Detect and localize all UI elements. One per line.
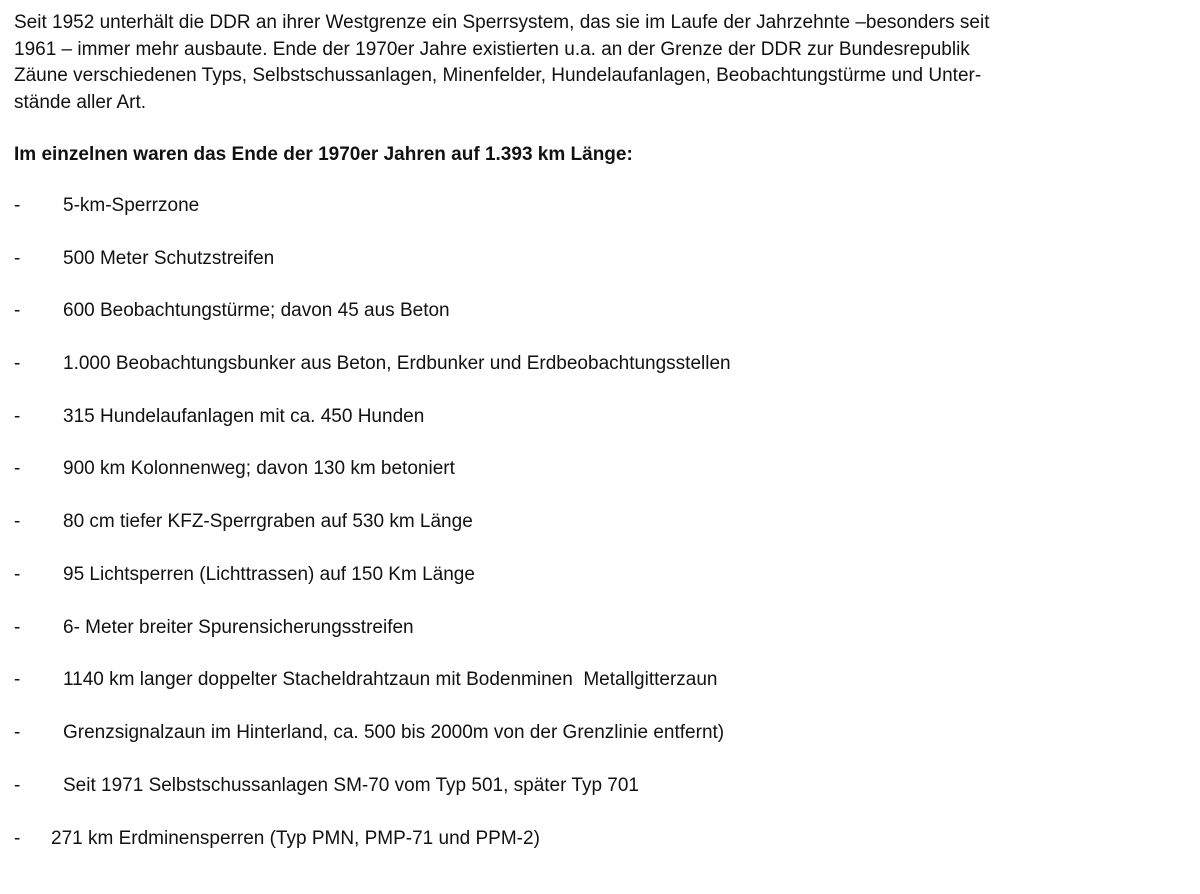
list-bullet: - <box>14 564 21 585</box>
list-bullet: - <box>14 722 21 743</box>
list-item <box>0 615 1200 641</box>
list-item <box>0 562 1200 588</box>
list-item-text: 6- Meter breiter Spurensicherungsstreifen <box>63 617 414 638</box>
list-bullet: - <box>14 353 21 374</box>
list-bullet: - <box>14 300 21 321</box>
list-item <box>0 351 1200 377</box>
list-item-text: 1140 km langer doppelter Stacheldrahtzaun mit Bodenminen Metallgitterzaun <box>63 669 718 690</box>
list-item <box>0 509 1200 535</box>
section-heading: Im einzelnen waren das Ende der 1970er Jahren auf 1.393 km Länge: <box>14 144 633 165</box>
list-item-text: 900 km Kolonnenweg; davon 130 km betoniert <box>63 458 455 479</box>
list-bullet: - <box>14 617 21 638</box>
list-item <box>0 298 1200 324</box>
list-item <box>0 193 1200 219</box>
list-item-text: 95 Lichtsperren (Lichttrassen) auf 150 Km Länge <box>63 564 475 585</box>
list-item-text: Seit 1971 Selbstschussanlagen SM-70 vom Typ 501, später Typ 701 <box>63 775 639 796</box>
list-bullet: - <box>14 195 21 216</box>
list-item-text: 600 Beobachtungstürme; davon 45 aus Beton <box>63 300 450 321</box>
list-bullet: - <box>14 775 21 796</box>
list-bullet: - <box>14 828 21 849</box>
list-item-text: Grenzsignalzaun im Hinterland, ca. 500 bis 2000m von der Grenzlinie entfernt) <box>63 722 725 743</box>
list-item-text: 500 Meter Schutzstreifen <box>63 248 275 269</box>
list-item <box>0 720 1200 746</box>
list-item <box>0 246 1200 272</box>
list-item <box>0 456 1200 482</box>
list-item <box>0 667 1200 693</box>
intro-paragraph: Seit 1952 unterhält die DDR an ihrer Westgrenze ein Sperrsystem, das sie im Laufe der Jahrzehnte –besonders seit 1961 – immer mehr ausbaute. Ende der 1970er Jahre existierten u.a. an der Grenze der DDR zur Bundesrepublik Zäune verschiedenen Typs, Selbstschussanlagen, Minenfelder, Hundelaufanlagen, Beobachtungstürme und Unter- stände aller Art. <box>14 12 990 113</box>
list-item <box>0 404 1200 430</box>
list-item-text: 5-km-Sperrzone <box>63 195 200 216</box>
list-bullet: - <box>14 406 21 427</box>
list-item <box>0 826 1200 852</box>
list-item-text: 315 Hundelaufanlagen mit ca. 450 Hunden <box>63 406 425 427</box>
list-bullet: - <box>14 248 21 269</box>
list-bullet: - <box>14 511 21 532</box>
list-bullet: - <box>14 669 21 690</box>
list-bullet: - <box>14 458 21 479</box>
list-item-text: 271 km Erdminensperren (Typ PMN, PMP-71 und PPM-2) <box>51 828 540 849</box>
list-item <box>0 773 1200 799</box>
list-item-text: 80 cm tiefer KFZ-Sperrgraben auf 530 km Länge <box>63 511 473 532</box>
list-item-text: 1.000 Beobachtungsbunker aus Beton, Erdbunker und Erdbeobachtungsstellen <box>63 353 731 374</box>
